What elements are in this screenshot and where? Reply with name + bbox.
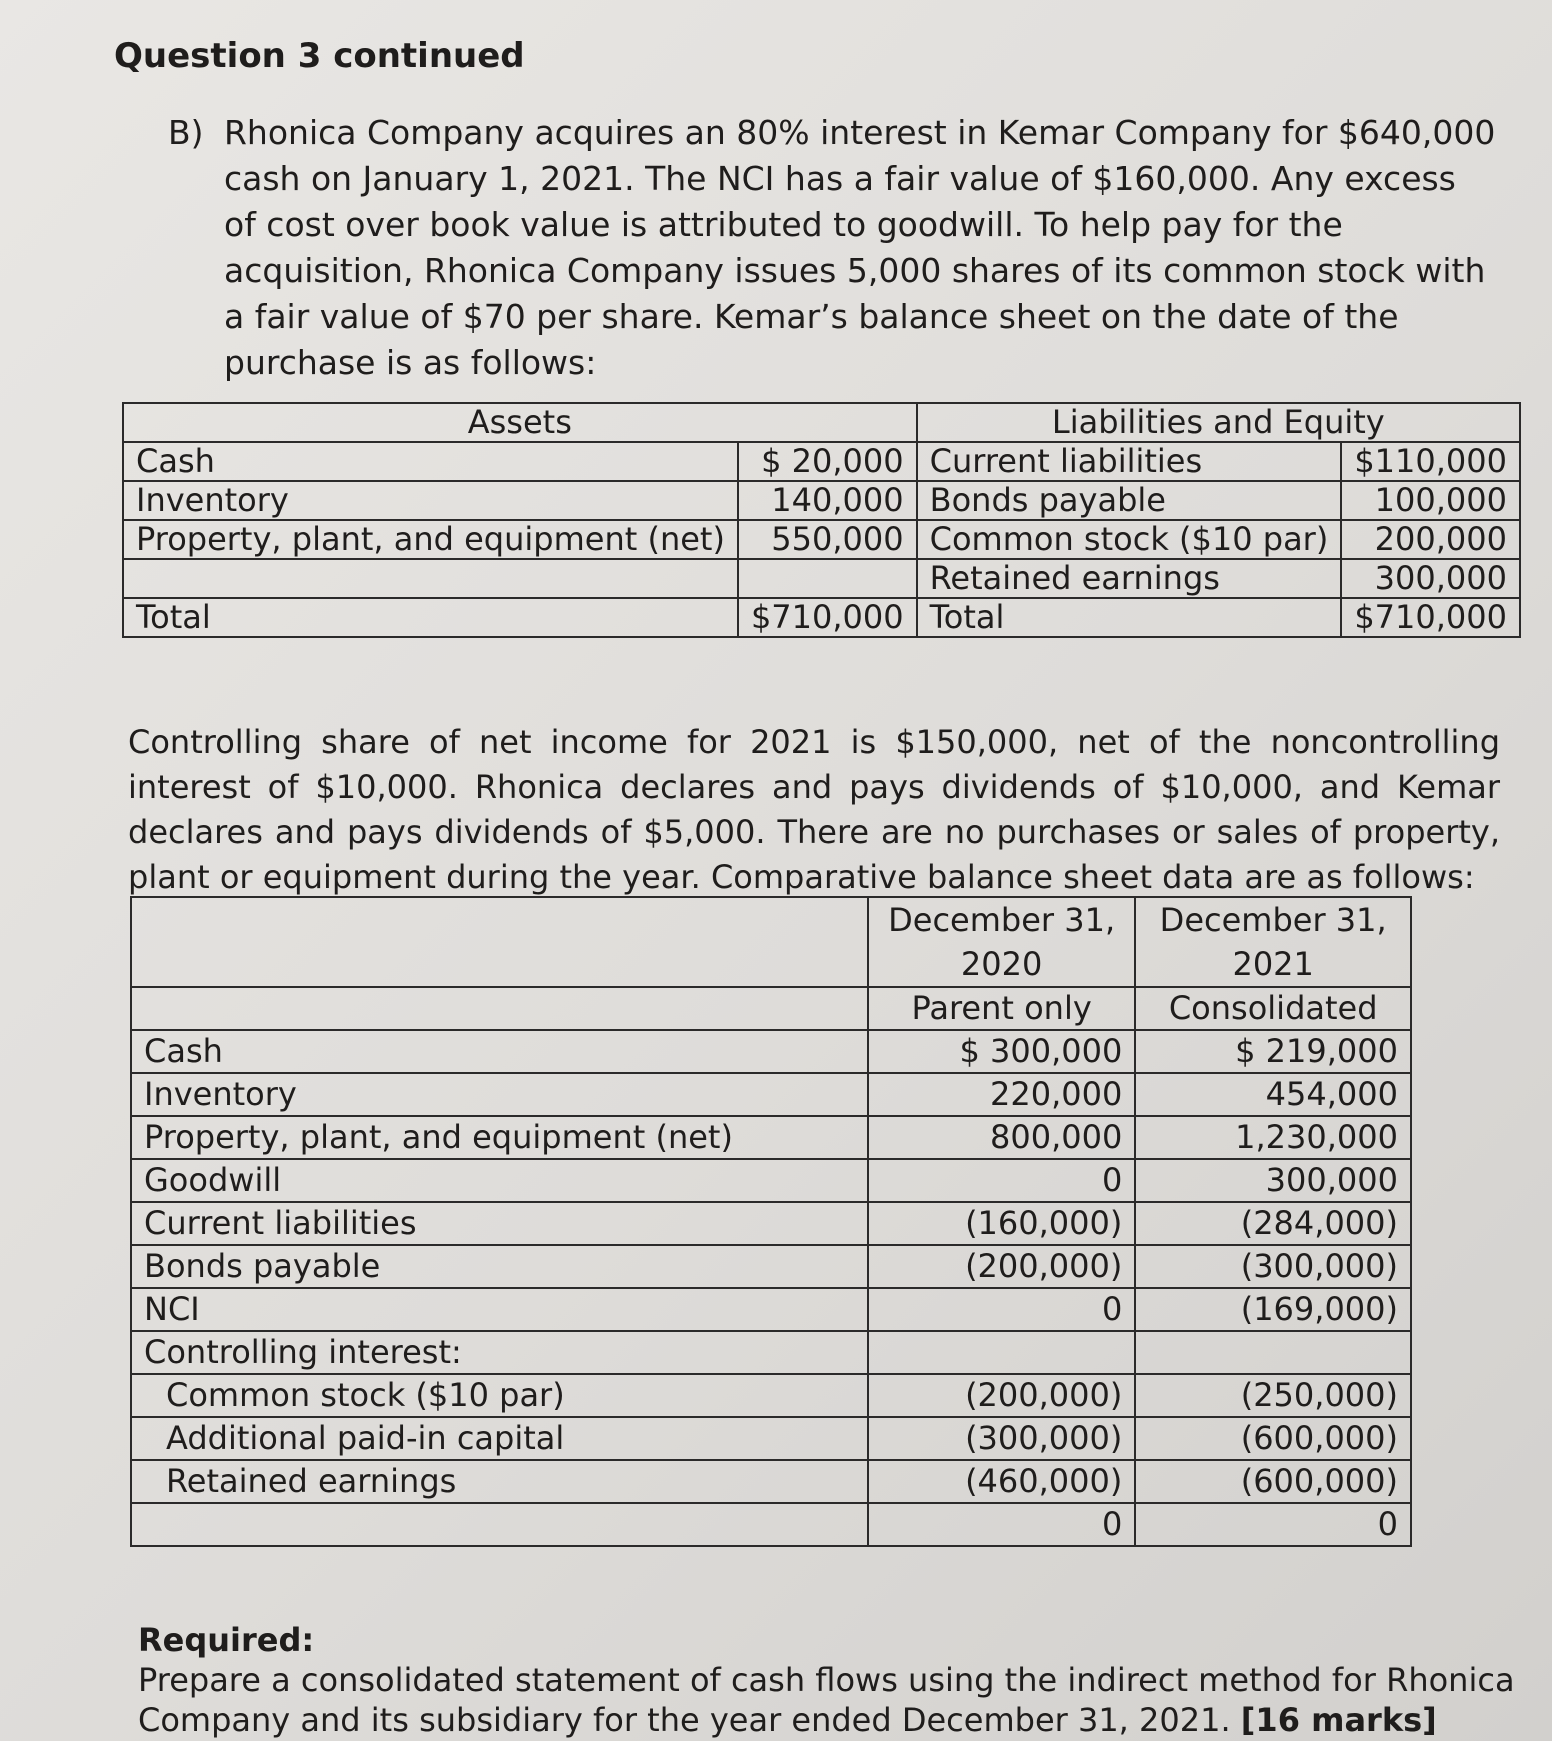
- value-2021: (250,000): [1135, 1374, 1411, 1417]
- empty-cell: [131, 1503, 868, 1546]
- table-row: [131, 1030, 1411, 1073]
- liability-label: Bonds payable: [917, 481, 1342, 520]
- col-2020-subheader: Parent only: [868, 987, 1135, 1030]
- question-heading: Question 3 continued: [114, 36, 525, 76]
- assets-total-value: $710,000: [738, 598, 917, 637]
- value-2021: (300,000): [1135, 1245, 1411, 1288]
- liability-value: 200,000: [1341, 520, 1520, 559]
- value-2020: (160,000): [868, 1202, 1135, 1245]
- table-row: [131, 1374, 1411, 1417]
- value-2021: (284,000): [1135, 1202, 1411, 1245]
- asset-label: Property, plant, and equipment (net): [123, 520, 738, 559]
- value-2021: 300,000: [1135, 1159, 1411, 1202]
- assets-header: Assets: [123, 403, 917, 442]
- value-2020: $ 300,000: [868, 1030, 1135, 1073]
- value-2020: (200,000): [868, 1374, 1135, 1417]
- col-2021-header: December 31, 2021: [1135, 897, 1411, 987]
- total-2020: 0: [868, 1503, 1135, 1546]
- table-row: [123, 481, 1520, 520]
- asset-value: 140,000: [738, 481, 917, 520]
- required-section: [138, 1620, 1538, 1740]
- liabilities-header: Liabilities and Equity: [917, 403, 1520, 442]
- liability-label: Common stock ($10 par): [917, 520, 1342, 559]
- row-label: Retained earnings: [131, 1460, 868, 1503]
- value-2021: $ 219,000: [1135, 1030, 1411, 1073]
- intro-text: Rhonica Company acquires an 80% interest in Kemar Company for $640,000 cash on January 1, 2021. The NCI has a fair value of $160,000. Any excess of cost over book value is attributed to goodwill. To help pay for the acquisition, Rhonica Company issues 5,000 shares of its common stock with a fair value of $70 per share. Kemar’s balance sheet on the date of the purchase is as follows:: [224, 113, 1496, 382]
- required-title: Required:: [138, 1621, 315, 1659]
- row-label: Additional paid-in capital: [131, 1417, 868, 1460]
- col-2021-subheader: Consolidated: [1135, 987, 1411, 1030]
- asset-label: Cash: [123, 442, 738, 481]
- value-2021: 454,000: [1135, 1073, 1411, 1116]
- empty-cell: [738, 559, 917, 598]
- row-label: Property, plant, and equipment (net): [131, 1116, 868, 1159]
- liability-value: 100,000: [1341, 481, 1520, 520]
- table-row: [131, 1116, 1411, 1159]
- empty-cell: [868, 1331, 1135, 1374]
- total-row: [131, 1503, 1411, 1546]
- value-2020: (200,000): [868, 1245, 1135, 1288]
- table-row: [131, 1460, 1411, 1503]
- value-2020: 220,000: [868, 1073, 1135, 1116]
- empty-cell: [1135, 1331, 1411, 1374]
- table-row: [131, 1073, 1411, 1116]
- controlling-interest-label: Controlling interest:: [131, 1331, 868, 1374]
- row-label: Common stock ($10 par): [131, 1374, 868, 1417]
- value-2021: (600,000): [1135, 1417, 1411, 1460]
- table-row: [131, 1331, 1411, 1374]
- row-label: Cash: [131, 1030, 868, 1073]
- table-row: [131, 1417, 1411, 1460]
- total-2021: 0: [1135, 1503, 1411, 1546]
- table-row: [131, 1202, 1411, 1245]
- table-row: [123, 442, 1520, 481]
- value-2021: (600,000): [1135, 1460, 1411, 1503]
- comparative-balance-sheet: [130, 896, 1412, 1547]
- marks-label: [16 marks]: [1240, 1701, 1437, 1739]
- empty-cell: [123, 559, 738, 598]
- row-label: NCI: [131, 1288, 868, 1331]
- liability-label: Current liabilities: [917, 442, 1342, 481]
- liability-value: $110,000: [1341, 442, 1520, 481]
- liabilities-total-value: $710,000: [1341, 598, 1520, 637]
- value-2020: (460,000): [868, 1460, 1135, 1503]
- value-2021: (169,000): [1135, 1288, 1411, 1331]
- value-2020: 0: [868, 1159, 1135, 1202]
- table-row: [131, 1159, 1411, 1202]
- empty-header-cell: [131, 897, 868, 987]
- row-label: Inventory: [131, 1073, 868, 1116]
- required-text: Prepare a consolidated statement of cash flows using the indirect method for Rhonica Company and its subsidiary for the year ended December 31, 2021.: [138, 1661, 1515, 1739]
- table-row: [123, 520, 1520, 559]
- row-label: Bonds payable: [131, 1245, 868, 1288]
- row-label: Goodwill: [131, 1159, 868, 1202]
- value-2021: 1,230,000: [1135, 1116, 1411, 1159]
- context-paragraph: Controlling share of net income for 2021 is $150,000, net of the noncontrolling interest of $10,000. Rhonica declares and pays dividends of $10,000, and Kemar declares and pays dividends of $5,000. There are no purchases or sales of property, plant or equipment during the year. Comparative balance sheet data are as follows:: [128, 723, 1500, 896]
- liability-value: 300,000: [1341, 559, 1520, 598]
- asset-label: Inventory: [123, 481, 738, 520]
- total-row: [123, 598, 1520, 637]
- intro-paragraph: [168, 110, 1498, 386]
- table-row: [123, 559, 1520, 598]
- part-label: B): [168, 113, 204, 152]
- table-row: [131, 1245, 1411, 1288]
- value-2020: (300,000): [868, 1417, 1135, 1460]
- table-row: [131, 1288, 1411, 1331]
- value-2020: 800,000: [868, 1116, 1135, 1159]
- assets-total-label: Total: [123, 598, 738, 637]
- row-label: Current liabilities: [131, 1202, 868, 1245]
- col-2020-header: December 31, 2020: [868, 897, 1135, 987]
- liability-label: Retained earnings: [917, 559, 1342, 598]
- asset-value: 550,000: [738, 520, 917, 559]
- kemar-balance-sheet: [122, 402, 1521, 638]
- liabilities-total-label: Total: [917, 598, 1342, 637]
- empty-header-cell: [131, 987, 868, 1030]
- value-2020: 0: [868, 1288, 1135, 1331]
- asset-value: $ 20,000: [738, 442, 917, 481]
